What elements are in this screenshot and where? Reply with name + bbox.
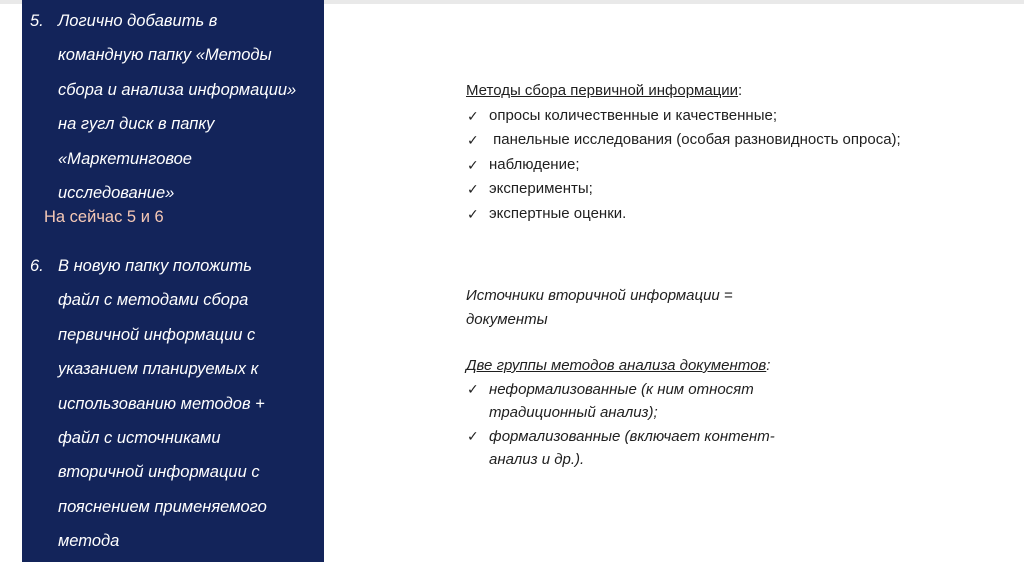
primary-methods-block — [466, 79, 901, 226]
list-item-text: формализованные (включает контент- — [489, 427, 775, 445]
list-item-text: анализ и др.). — [489, 451, 585, 468]
task-text-line: первичной информации с — [58, 325, 256, 344]
list-item-text: неформализованные (к ним относят — [489, 380, 754, 398]
checkmark-icon: ✓ — [467, 156, 479, 173]
task-number: 6. — [30, 257, 44, 275]
document-groups-list — [466, 378, 775, 472]
checkmark-icon: ✓ — [467, 107, 479, 124]
sources-line: Источники вторичной информации = — [466, 287, 733, 304]
heading-text: Методы сбора первичной информации — [466, 82, 739, 99]
task-text-line: на гугл диск в папку — [58, 115, 215, 134]
task-text-line: файл с источниками — [58, 429, 221, 448]
task-number: 5. — [30, 12, 44, 30]
list-item-text: опросы количественные и качественные; — [489, 106, 777, 124]
task-text-line: Логично добавить в — [58, 12, 218, 30]
checkmark-icon: ✓ — [467, 181, 479, 197]
task-text-line: «Маркетинговое — [58, 149, 192, 168]
list-item — [466, 104, 901, 129]
list-item-text: традиционный анализ); — [489, 404, 658, 421]
list-item — [466, 153, 901, 178]
heading-colon: : — [766, 357, 771, 374]
list-item — [466, 128, 901, 153]
checkmark-icon: ✓ — [467, 380, 479, 397]
sources-line: документы — [466, 310, 548, 328]
primary-methods-heading — [466, 79, 901, 104]
list-item — [466, 425, 775, 472]
checkmark-icon: ✓ — [467, 427, 479, 444]
status-note: На сейчас 5 и 6 — [44, 208, 164, 226]
task-text-line: командную папку «Методы — [58, 46, 272, 65]
heading-text: Две группы методов анализа документов — [466, 357, 767, 374]
task-text-line: вторичной информации с — [58, 463, 260, 482]
spacer — [466, 331, 775, 354]
primary-methods-list — [466, 104, 901, 227]
list-item-text: панельные исследования (особая разновидность опроса); — [489, 131, 901, 148]
task-text-line: пояснением применяемого — [58, 497, 267, 516]
list-item-text: наблюдение; — [489, 155, 580, 173]
list-item — [466, 378, 775, 425]
list-item-text: экспертные оценки. — [489, 204, 627, 222]
secondary-sources-block — [466, 284, 775, 472]
task-panel — [22, 0, 324, 562]
checkmark-icon: ✓ — [467, 205, 479, 222]
checkmark-icon: ✓ — [467, 132, 479, 148]
list-item-text: эксперименты; — [489, 180, 593, 197]
document-groups-heading — [466, 354, 775, 378]
task-text-line: файл с методами сбора — [58, 291, 249, 310]
task-text-line: исследование» — [58, 184, 175, 203]
task-text-line: использованию методов + — [58, 394, 265, 413]
task-text-line: указанием планируемых к — [58, 360, 259, 379]
list-item — [466, 177, 901, 202]
heading-colon: : — [738, 82, 743, 99]
list-item — [466, 202, 901, 227]
task-text-line: метода — [58, 532, 120, 551]
task-text-line: В новую папку положить — [58, 257, 252, 275]
task-text-line: сбора и анализа информации» — [58, 80, 297, 99]
